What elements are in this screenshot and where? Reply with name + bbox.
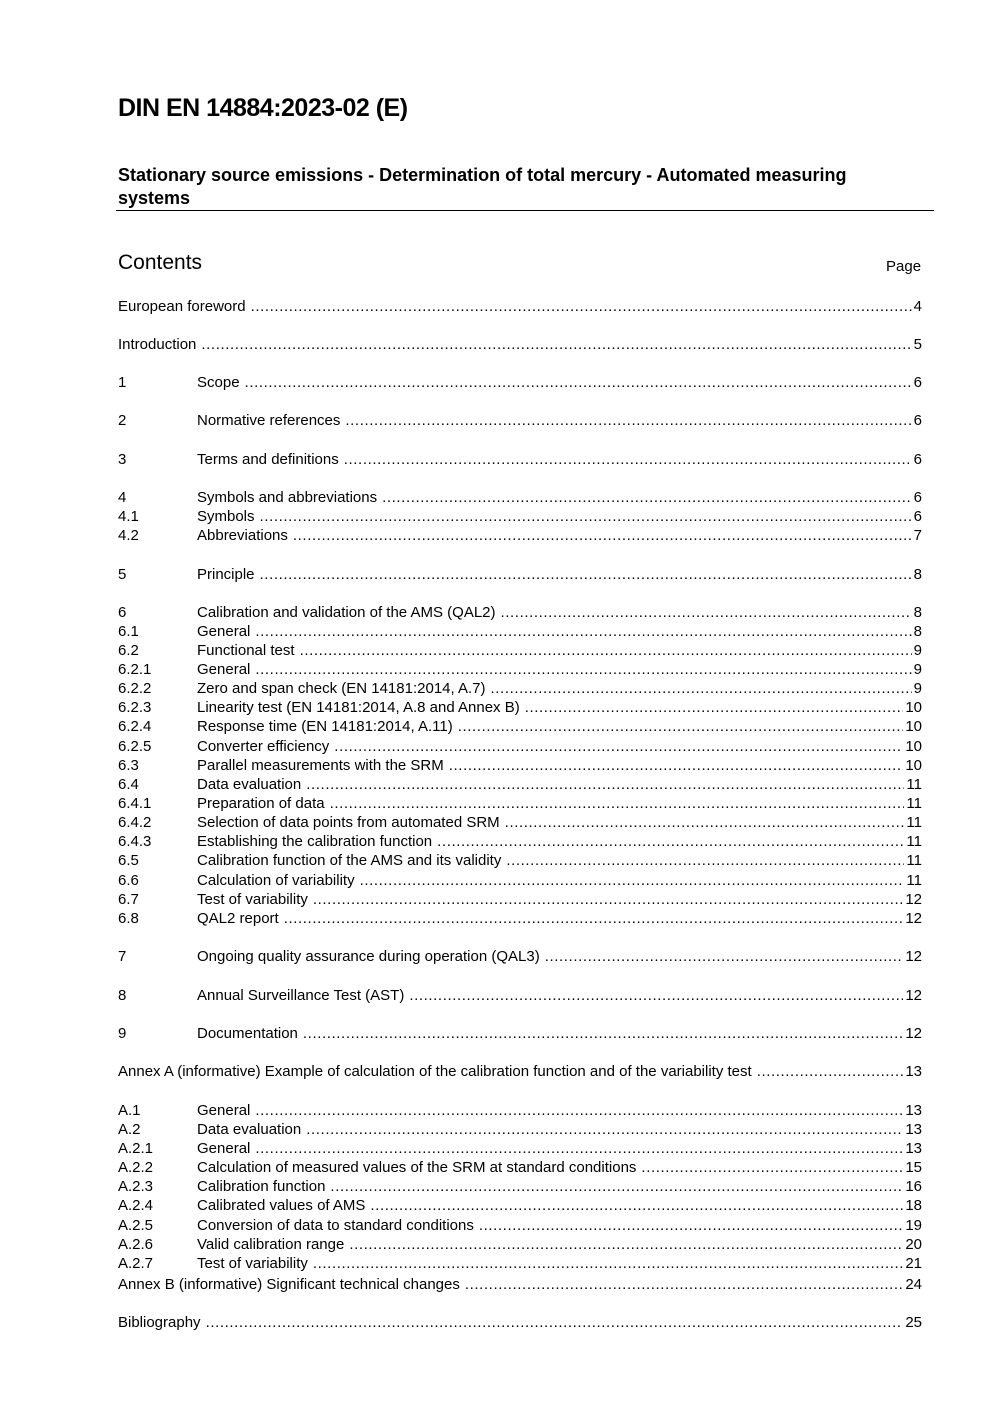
toc-entry-page: 4	[913, 298, 922, 315]
toc-entry-page: 10	[905, 699, 922, 716]
toc-entry-page: 11	[906, 833, 922, 850]
toc-entry-text: QAL2 report	[197, 910, 279, 927]
toc-entry-number: 6.5	[118, 852, 139, 869]
toc-leader	[449, 756, 904, 775]
toc-entry-page: 8	[913, 566, 922, 583]
toc-entry[interactable]	[118, 737, 922, 756]
toc-entry[interactable]	[118, 450, 922, 469]
toc-entry-text: Selection of data points from automated SRM	[197, 814, 500, 831]
toc-entry-text: Calibrated values of AMS	[197, 1197, 366, 1214]
toc-leader	[345, 411, 911, 430]
toc-entry-number: A.2.2	[118, 1159, 154, 1176]
toc-entry-number: 6.2	[118, 642, 139, 659]
toc-entry-page: 20	[905, 1236, 922, 1253]
toc-entry-page: 5	[913, 336, 922, 353]
toc-leader	[330, 794, 905, 813]
toc-entry-text: Introduction	[118, 336, 197, 353]
toc-entry-number: 6.6	[118, 872, 139, 889]
toc-entry-page: 11	[906, 776, 922, 793]
toc-entry-text: Symbols and abbreviations	[197, 489, 378, 506]
toc-entry-page: 16	[905, 1178, 922, 1195]
toc-entry-page: 19	[905, 1217, 922, 1234]
toc-leader	[313, 890, 903, 909]
toc-leader	[260, 565, 912, 584]
toc-entry[interactable]	[118, 507, 922, 526]
toc-entry-page: 12	[905, 987, 922, 1004]
toc-leader	[349, 1235, 903, 1254]
toc-entry-number: 4	[118, 489, 127, 506]
toc-entry[interactable]	[118, 813, 922, 832]
toc-entry[interactable]	[118, 1024, 922, 1043]
toc-entry[interactable]	[118, 297, 922, 316]
toc-leader	[206, 1313, 904, 1332]
toc-entry[interactable]	[118, 1177, 922, 1196]
toc-entry[interactable]	[118, 411, 922, 430]
toc-entry[interactable]	[118, 1196, 922, 1215]
toc-leader	[505, 813, 905, 832]
toc-entry[interactable]	[118, 851, 922, 870]
toc-entry-page: 10	[905, 738, 922, 755]
toc-entry-text: Abbreviations	[197, 527, 288, 544]
toc-entry-page: 13	[905, 1102, 922, 1119]
toc-leader	[260, 507, 912, 526]
toc-entry-text: Normative references	[197, 412, 341, 429]
toc-entry-page: 18	[905, 1197, 922, 1214]
toc-entry[interactable]	[118, 603, 922, 622]
toc-entry-number: A.1	[118, 1102, 141, 1119]
toc-entry[interactable]	[118, 717, 922, 736]
toc-leader	[306, 775, 904, 794]
toc-entry-text: Symbols	[197, 508, 255, 525]
toc-entry-number: 3	[118, 451, 127, 468]
toc-entry-page: 24	[905, 1276, 922, 1293]
toc-entry-number: 6.4.2	[118, 814, 152, 831]
toc-entry-page: 12	[905, 948, 922, 965]
toc-entry-text: Scope	[197, 374, 240, 391]
toc-entry-text: Test of variability	[197, 891, 308, 908]
toc-entry-number: 6.2.5	[118, 738, 152, 755]
toc-entry-number: A.2	[118, 1121, 141, 1138]
toc-entry-text: Zero and span check (EN 14181:2014, A.7)	[197, 680, 486, 697]
toc-leader	[330, 1177, 903, 1196]
toc-entry-text: Linearity test (EN 14181:2014, A.8 and Annex B)	[197, 699, 520, 716]
toc-entry-number: 9	[118, 1025, 127, 1042]
toc-entry-number: 6.2.3	[118, 699, 152, 716]
toc-entry-page: 9	[913, 680, 922, 697]
toc-entry-number: 6.7	[118, 891, 139, 908]
toc-entry-page: 6	[913, 489, 922, 506]
toc-entry-page: 12	[905, 910, 922, 927]
toc-entry-text: Annual Surveillance Test (AST)	[197, 987, 405, 1004]
toc-entry[interactable]	[118, 1101, 922, 1120]
toc-entry[interactable]	[118, 335, 922, 354]
toc-leader	[255, 1139, 903, 1158]
toc-entry-text: Response time (EN 14181:2014, A.11)	[197, 718, 453, 735]
toc-entry-text: Annex A (informative) Example of calculation of the calibration function and of the variability test	[118, 1063, 752, 1080]
toc-entry-page: 13	[905, 1121, 922, 1138]
toc-entry-text: Bibliography	[118, 1314, 201, 1331]
toc-leader	[409, 986, 903, 1005]
toc-entry-page: 6	[913, 451, 922, 468]
toc-leader	[303, 1024, 903, 1043]
toc-entry-page: 10	[905, 718, 922, 735]
toc-entry-text: Calibration function of the AMS and its validity	[197, 852, 502, 869]
toc-leader	[306, 1120, 903, 1139]
toc-entry-text: Data evaluation	[197, 1121, 302, 1138]
toc-entry[interactable]	[118, 526, 922, 545]
document-title: Stationary source emissions - Determination of total mercury - Automated measuring systems	[118, 165, 847, 208]
toc-entry-number: 6.8	[118, 910, 139, 927]
toc-entry-page: 21	[905, 1255, 922, 1272]
toc-entry-page: 6	[913, 508, 922, 525]
contents-heading: Contents	[118, 251, 203, 274]
toc-leader	[382, 488, 912, 507]
toc-entry[interactable]	[118, 1313, 922, 1332]
toc-entry-text: Calibration function	[197, 1178, 326, 1195]
toc-entry[interactable]	[118, 909, 922, 928]
toc-entry-page: 9	[913, 642, 922, 659]
toc-entry-page: 6	[913, 412, 922, 429]
toc-entry-page: 12	[905, 891, 922, 908]
toc-entry-text: European foreword	[118, 298, 246, 315]
toc-entry-page: 11	[906, 814, 922, 831]
toc-entry[interactable]	[118, 832, 922, 851]
toc-entry[interactable]	[118, 1158, 922, 1177]
toc-entry[interactable]	[118, 871, 922, 890]
toc-entry-number: 6.2.1	[118, 661, 152, 678]
toc-entry[interactable]	[118, 947, 922, 966]
toc-entry[interactable]	[118, 1120, 922, 1139]
toc-leader	[458, 717, 904, 736]
toc-entry-number: 6.2.2	[118, 680, 152, 697]
toc-leader	[255, 660, 911, 679]
toc-leader	[245, 373, 912, 392]
toc-leader	[641, 1158, 903, 1177]
toc-entry-text: Calculation of variability	[197, 872, 355, 889]
toc-entry-page: 8	[913, 604, 922, 621]
toc-leader	[501, 603, 912, 622]
toc-leader	[255, 622, 911, 641]
toc-leader	[491, 679, 912, 698]
toc-entry-text: Functional test	[197, 642, 295, 659]
toc-entry-number: 5	[118, 566, 127, 583]
toc-entry-page: 11	[906, 795, 922, 812]
toc-entry-number: A.2.3	[118, 1178, 154, 1195]
toc-entry-text: Establishing the calibration function	[197, 833, 433, 850]
toc-entry-number: 4.2	[118, 527, 139, 544]
toc-leader	[344, 450, 912, 469]
toc-entry-text: Terms and definitions	[197, 451, 339, 468]
toc-entry-page: 15	[905, 1159, 922, 1176]
toc-leader	[479, 1216, 903, 1235]
toc-entry-text: General	[197, 661, 251, 678]
toc-entry-number: 6	[118, 604, 127, 621]
toc-entry-text: General	[197, 1140, 251, 1157]
toc-leader	[284, 909, 904, 928]
toc-entry-number: 4.1	[118, 508, 139, 525]
toc-entry[interactable]	[118, 565, 922, 584]
document-id: DIN EN 14884:2023-02 (E)	[118, 94, 408, 122]
toc-entry[interactable]	[118, 1216, 922, 1235]
toc-entry-page: 8	[913, 623, 922, 640]
toc-entry[interactable]	[118, 890, 922, 909]
toc-entry[interactable]	[118, 1275, 922, 1294]
toc-entry[interactable]	[118, 698, 922, 717]
toc-leader	[437, 832, 904, 851]
toc-leader	[300, 641, 912, 660]
toc-entry-text: Annex B (informative) Significant technical changes	[118, 1276, 460, 1293]
toc-entry-text: Converter efficiency	[197, 738, 330, 755]
toc-entry-number: A.2.5	[118, 1217, 154, 1234]
toc-entry-number: 6.2.4	[118, 718, 152, 735]
toc-entry-number: 2	[118, 412, 127, 429]
toc-entry-text: Valid calibration range	[197, 1236, 345, 1253]
toc-entry-page: 13	[905, 1063, 922, 1080]
toc-entry[interactable]	[118, 1062, 922, 1081]
toc-leader	[255, 1101, 903, 1120]
toc-entry-page: 9	[913, 661, 922, 678]
toc-entry-text: General	[197, 623, 251, 640]
toc-entry[interactable]	[118, 986, 922, 1005]
toc-entry[interactable]	[118, 488, 922, 507]
toc-entry-text: Calibration and validation of the AMS (QAL2)	[197, 604, 496, 621]
toc-entry[interactable]	[118, 622, 922, 641]
toc-entry-page: 7	[913, 527, 922, 544]
toc-entry-number: 6.4.3	[118, 833, 152, 850]
toc-entry-number: A.2.6	[118, 1236, 154, 1253]
toc-entry-number: 1	[118, 374, 127, 391]
toc-entry-number: 6.3	[118, 757, 139, 774]
toc-entry-text: Data evaluation	[197, 776, 302, 793]
toc-entry-page: 12	[905, 1025, 922, 1042]
toc-entry-number: 6.1	[118, 623, 139, 640]
toc-entry-page: 6	[913, 374, 922, 391]
title-rule	[116, 210, 934, 211]
toc-leader	[545, 947, 904, 966]
toc-entry-text: Conversion of data to standard conditions	[197, 1217, 474, 1234]
toc-entry-text: Preparation of data	[197, 795, 325, 812]
toc-entry[interactable]	[118, 373, 922, 392]
toc-entry-text: Ongoing quality assurance during operation (QAL3)	[197, 948, 540, 965]
toc-entry-number: A.2.4	[118, 1197, 154, 1214]
page-column-label: Page	[886, 258, 922, 275]
toc-leader	[525, 698, 904, 717]
toc-entry-text: Documentation	[197, 1025, 298, 1042]
toc-leader	[506, 851, 904, 870]
toc-entry-number: A.2.1	[118, 1140, 154, 1157]
toc-entry-page: 11	[906, 852, 922, 869]
toc-entry[interactable]	[118, 1254, 922, 1273]
toc-leader	[313, 1254, 903, 1273]
toc-entry[interactable]	[118, 756, 922, 775]
toc-entry-page: 25	[905, 1314, 922, 1331]
toc-leader	[201, 335, 911, 354]
toc-leader	[757, 1062, 904, 1081]
toc-leader	[465, 1275, 903, 1294]
toc-leader	[360, 871, 905, 890]
toc-leader	[251, 297, 912, 316]
toc-entry-text: Parallel measurements with the SRM	[197, 757, 444, 774]
toc-entry-text: Test of variability	[197, 1255, 308, 1272]
toc-entry-page: 11	[906, 872, 922, 889]
toc-entry[interactable]	[118, 1139, 922, 1158]
toc-entry-page: 13	[905, 1140, 922, 1157]
toc-entry-text: Principle	[197, 566, 255, 583]
toc-entry-number: 6.4	[118, 776, 139, 793]
toc-entry[interactable]	[118, 794, 922, 813]
toc-entry[interactable]	[118, 641, 922, 660]
toc-entry-number: 7	[118, 948, 127, 965]
toc-entry-page: 10	[905, 757, 922, 774]
toc-entry-text: General	[197, 1102, 251, 1119]
toc-entry[interactable]	[118, 1235, 922, 1254]
toc-entry[interactable]	[118, 775, 922, 794]
toc-entry[interactable]	[118, 679, 922, 698]
toc-entry-number: 6.4.1	[118, 795, 152, 812]
toc-entry-text: Calculation of measured values of the SRM at standard conditions	[197, 1159, 637, 1176]
toc-entry[interactable]	[118, 660, 922, 679]
toc-leader	[370, 1196, 903, 1215]
toc-leader	[334, 737, 903, 756]
toc-entry-number: A.2.7	[118, 1255, 154, 1272]
toc-leader	[293, 526, 912, 545]
toc-entry-number: 8	[118, 987, 127, 1004]
